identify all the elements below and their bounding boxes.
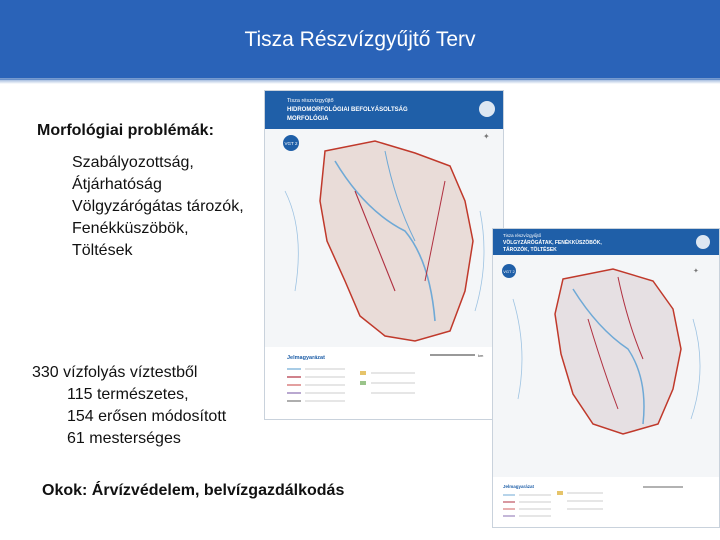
map1-logo-icon — [479, 101, 495, 117]
problem-item: Töltések — [72, 242, 133, 259]
causes-text: Okok: Árvízvédelem, belvízgazdálkodás — [42, 482, 345, 499]
map1-badge: VGT 2 — [284, 141, 298, 146]
map1-legend-title: Jelmagyarázat — [287, 355, 325, 361]
problems-list — [72, 152, 244, 262]
stats-headline: 330 vízfolyás víztestből — [32, 364, 198, 381]
problem-item: Szabályozottság, — [72, 154, 194, 171]
map2-title-line3: TÁROZÓK, TÖLTÉSEK — [503, 247, 557, 253]
map1-basin-shape — [320, 141, 473, 341]
map-morphology — [264, 90, 504, 420]
problem-item: Fenékküszöbök, — [72, 220, 189, 237]
header-shadow — [0, 78, 720, 84]
map1-title-line3: MORFOLÓGIA — [287, 116, 329, 122]
map1-title-line2: HIDROMORFOLÓGIAI BEFOLYÁSOLTSÁG — [287, 107, 408, 113]
map2-badge: VGT 2 — [503, 269, 515, 274]
map2-compass-icon: ✦ — [693, 268, 699, 275]
map2-title-line1: Tisza részvízgyűjtő — [503, 233, 542, 238]
map-morphology-graphic — [265, 91, 504, 420]
map2-legend-title: Jelmagyarázat — [503, 484, 535, 489]
map1-title-line1: Tisza részvízgyűjtő — [287, 98, 334, 104]
map1-compass-icon: ✦ — [483, 132, 490, 141]
map1-scale-label: km — [478, 353, 484, 358]
map2-title-line2: VÖLGYZÁRÓGÁTAK, FENÉKKÜSZÖBÖK, — [503, 240, 602, 246]
slide-title: Tisza Részvízgyűjtő Terv — [244, 28, 476, 51]
map2-basin-shape — [555, 269, 681, 434]
problems-heading: Morfológiai problémák: — [37, 122, 214, 139]
stats-item: 115 természetes, — [67, 386, 189, 403]
map2-logo-icon — [696, 235, 710, 249]
stats-list — [67, 384, 226, 450]
map-structures — [492, 228, 720, 528]
problem-item: Átjárhatóság — [72, 176, 162, 193]
problem-item: Völgyzárógátas tározók, — [72, 198, 244, 215]
stats-item: 61 mesterséges — [67, 430, 181, 447]
stats-item: 154 erősen módosított — [67, 408, 227, 425]
map-structures-graphic — [493, 229, 720, 528]
